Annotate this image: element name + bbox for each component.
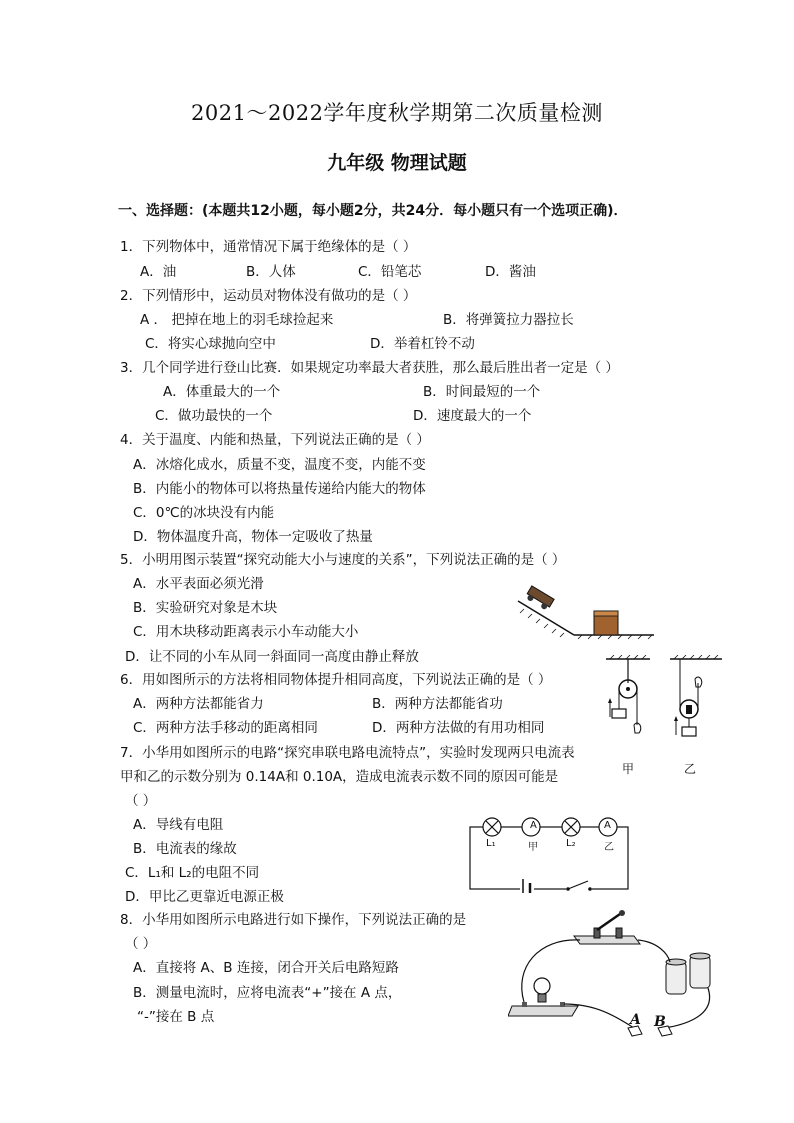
incline-cart-figure: [512, 583, 656, 643]
question-5-option-c: C．用木块移动距离表示小车动能大小: [133, 624, 359, 640]
question-5-option-d: D．让不同的小车从同一斜面同一高度由静止释放: [125, 649, 419, 665]
bulb-icon: [534, 978, 550, 994]
question-6-option-d: D．两种方法做的有用功相同: [372, 720, 545, 736]
question-2-option-a: A ． 把掉在地上的羽毛球捡起来: [140, 312, 334, 328]
question-7-stem-line-2: 甲和乙的示数分别为 0.14A和 0.10A，造成电流表示数不同的原因可能是: [120, 769, 559, 785]
circuit-label-yi: 乙: [604, 842, 614, 853]
question-7-stem-line-1: 7．小华用如图所示的电路“探究串联电路电流特点”，实验时发现两只电流表: [120, 745, 575, 761]
question-5-option-a: A．水平表面必须光滑: [133, 576, 264, 592]
question-2-stem: 2．下列情形中，运动员对物体没有做功的是（ ）: [120, 288, 417, 304]
question-1-option-d: D．酱油: [485, 264, 536, 280]
question-4-stem: 4．关于温度、内能和热量，下列说法正确的是（ ）: [120, 432, 430, 448]
question-7-stem-line-3: （ ）: [125, 793, 157, 809]
page-title: 2021～2022学年度秋学期第二次质量检测: [191, 101, 603, 125]
question-2-option-d: D．举着杠铃不动: [370, 336, 475, 352]
pulley-label-yi: 乙: [684, 762, 697, 776]
question-4-option-a: A．冰熔化成水，质量不变，温度不变，内能不变: [133, 457, 426, 473]
question-6-option-a: A．两种方法都能省力: [133, 696, 264, 712]
question-5-option-b: B．实验研究对象是木块: [133, 600, 278, 616]
question-7-option-a: A．导线有电阻: [133, 817, 224, 833]
question-3-option-d: D．速度最大的一个: [413, 408, 532, 424]
circuit-label-l1: L₁: [486, 838, 496, 849]
question-7-option-c: C．L₁和 L₂的电阻不同: [125, 865, 260, 881]
clip-label-a: A: [630, 1012, 641, 1028]
question-4-option-b: B．内能小的物体可以将热量传递给内能大的物体: [133, 481, 426, 497]
ammeter-jia-symbol: A: [530, 820, 537, 831]
pulley-figure: [598, 655, 728, 755]
question-1-option-a: A．油: [140, 264, 177, 280]
question-2-option-c: C．将实心球抛向空中: [145, 336, 276, 352]
question-1-option-b: B．人体: [246, 264, 296, 280]
question-7-option-d: D．甲比乙更靠近电源正极: [125, 889, 284, 905]
question-8-option-b-cont: “-”接在 B 点: [137, 1009, 215, 1025]
circuit-label-l2: L₂: [566, 838, 576, 849]
question-5-stem: 5．小明用图示装置“探究动能大小与速度的关系”，下列说法正确的是（ ）: [120, 552, 566, 568]
clip-label-b: B: [654, 1014, 666, 1030]
ammeter-yi-symbol: A: [604, 820, 611, 831]
question-6-option-c: C．两种方法手移动的距离相同: [133, 720, 318, 736]
question-6-stem: 6．用如图所示的方法将相同物体提升相同高度，下列说法正确的是（ ）: [120, 672, 552, 688]
question-1-option-c: C．铅笔芯: [358, 264, 422, 280]
question-8-option-a: A．直接将 A、B 连接，闭合开关后电路短路: [133, 960, 399, 976]
question-4-option-c: C．0℃的冰块没有内能: [133, 505, 275, 521]
question-8-stem-line-2: （ ）: [125, 936, 157, 952]
question-2-option-b: B．将弹簧拉力器拉长: [443, 312, 574, 328]
pulley-label-jia: 甲: [622, 762, 635, 776]
question-6-option-b: B．两种方法都能省功: [372, 696, 503, 712]
question-8-option-b: B．测量电流时，应将电流表“+”接在 A 点，: [133, 985, 402, 1001]
question-8-stem-line-1: 8．小华用如图所示电路进行如下操作，下列说法正确的是: [120, 912, 467, 928]
circuit-label-jia: 甲: [528, 842, 538, 853]
question-3-option-a: A．体重最大的一个: [163, 384, 281, 400]
question-7-option-b: B．电流表的缘故: [133, 841, 237, 857]
question-3-option-c: C．做功最快的一个: [155, 408, 273, 424]
page-subtitle: 九年级 物理试题: [327, 152, 467, 174]
question-3-option-b: B．时间最短的一个: [423, 384, 541, 400]
question-4-option-d: D．物体温度升高，物体一定吸收了热量: [133, 529, 373, 545]
physical-circuit-figure: [508, 908, 722, 1042]
question-3-stem: 3．几个同学进行登山比赛．如果规定功率最大者获胜，那么最后胜出者一定是（ ）: [120, 360, 619, 376]
section-heading: 一、选择题：(本题共12小题，每小题2分，共24分．每小题只有一个选项正确)．: [118, 203, 628, 219]
question-1-stem: 1．下列物体中，通常情况下属于绝缘体的是（ ）: [120, 239, 417, 255]
